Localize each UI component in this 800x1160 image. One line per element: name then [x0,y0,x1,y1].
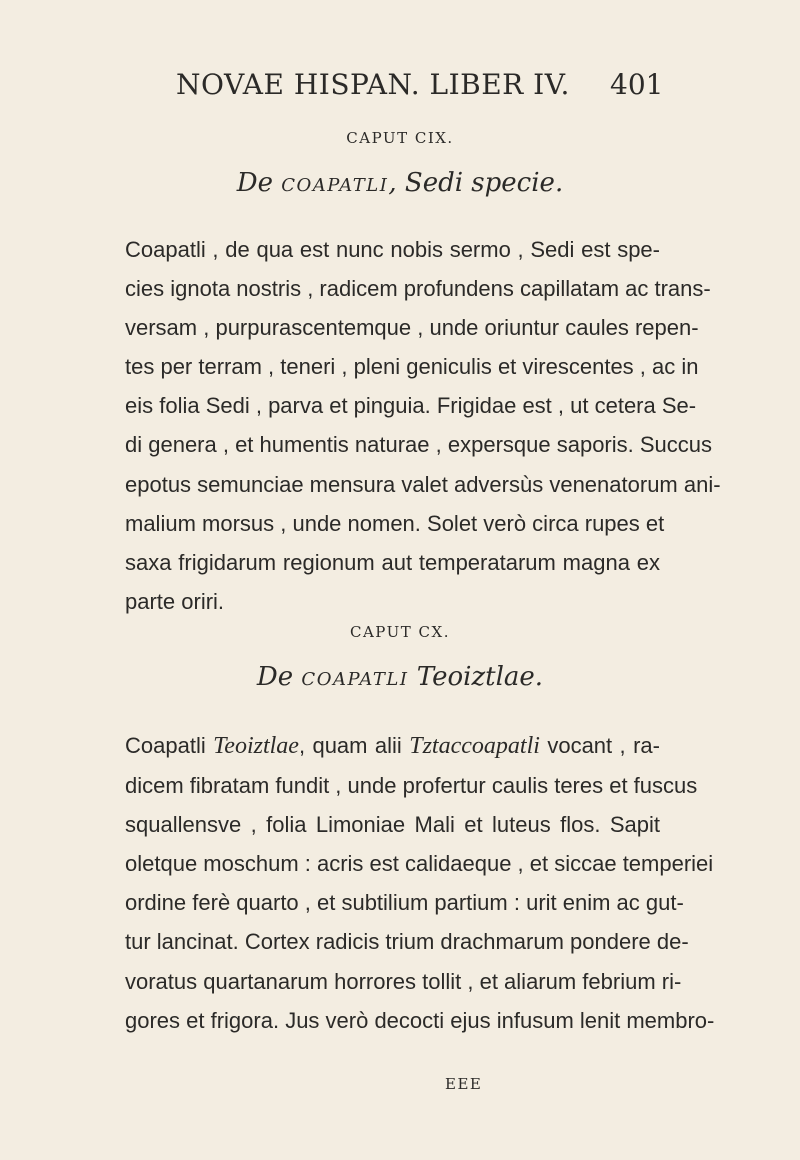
text-line: Coapatli , de qua est nunc nobis sermo , Sedi est spe- [125,237,660,262]
text-line: squallensve , folia Limoniae Mali et luteus flos. Sapit [125,812,660,838]
text-line: eis folia Sedi , parva et pinguia. Frigidae est , ut cetera Se- [125,393,697,419]
title-name: COAPATLI [301,669,409,690]
signature-mark: EEE [445,1075,483,1093]
plant-name: Coapatli [125,733,206,758]
title-rest: , Sedi specie. [388,168,564,198]
chapter-text [125,230,721,621]
plant-name-italic: Teoiztlae [213,733,299,759]
text-line: malium morsus , unde nomen. Solet verò circa rupes et [125,510,665,536]
text-line: tes per terram , teneri , pleni geniculis et virescentes , ac in [125,354,699,380]
title-name: COAPATLI [281,175,389,196]
title-rest: Teoiztlae. [416,662,544,692]
running-head: NOVAE HISPAN. LIBER IV. [176,68,570,101]
text-line: saxa frigidarum regionum aut temperatarum magna ex [125,549,660,575]
chapter-title [0,662,800,692]
text-line: oletque moschum : acris est calidaeque , et siccae temperiei [125,851,714,877]
page-number: 401 [610,68,664,101]
text-line: epotus semunciae mensura valet adversùs venenatorum ani- [125,471,721,497]
text-line: parte oriri. [125,588,225,614]
text-fragment: vocant , ra- [547,733,660,758]
title-de: De [256,662,294,692]
title-de: De [236,168,274,198]
text-line: voratus quartanarum horrores tollit , et aliarum febrium ri- [125,968,682,994]
chapter-text [125,726,715,1040]
plant-name-italic: Tztaccoapatli [409,733,540,759]
chapter-number: CAPUT CX. [350,623,450,641]
text-line: versam , purpurascentemque , unde oriuntur caules repen- [125,315,699,341]
text-line: tur lancinat. Cortex radicis trium drachmarum pondere de- [125,929,689,955]
text-line [125,726,660,766]
text-line: cies ignota nostris , radicem profundens capillatam ac trans- [125,276,711,302]
text-fragment: , quam alii [298,733,402,758]
chapter-number: CAPUT CIX. [346,129,454,147]
text-line: gores et frigora. Jus verò decocti ejus infusum lenit membro- [125,1007,715,1033]
text-line: dicem fibratam fundit , unde profertur caulis teres et fuscus [125,773,698,799]
text-line: ordine ferè quarto , et subtilium partium : urit enim ac gut- [125,890,684,916]
text-line: di genera , et humentis naturae , expersque saporis. Succus [125,432,713,458]
chapter-title [0,168,800,198]
